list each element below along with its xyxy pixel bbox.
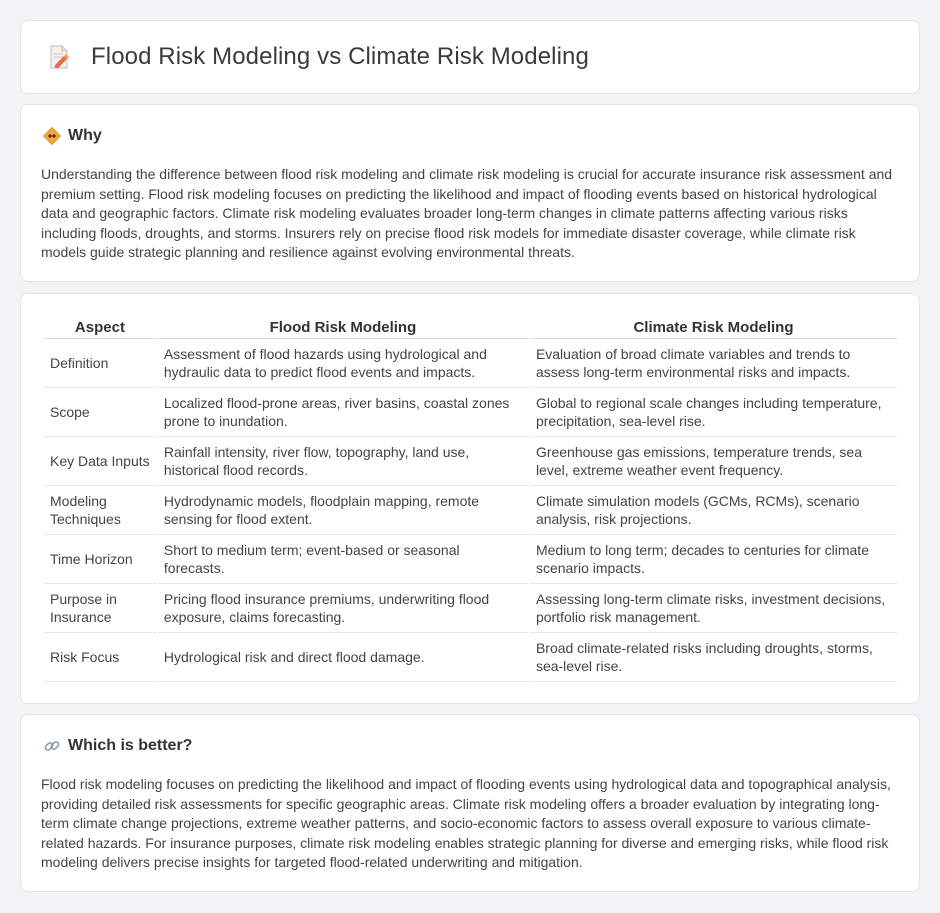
flood-cell: Hydrological risk and direct flood damage.	[158, 633, 528, 682]
diamond-sign-icon	[43, 127, 61, 145]
climate-cell: Greenhouse gas emissions, temperature trends, sea level, extreme weather event frequency.	[530, 437, 897, 486]
climate-cell: Assessing long-term climate risks, investment decisions, portfolio risk management.	[530, 584, 897, 633]
climate-cell: Evaluation of broad climate variables and trends to assess long-term environmental risks and impacts.	[530, 339, 897, 388]
table-row	[44, 388, 897, 437]
header-card	[20, 20, 920, 94]
flood-cell: Localized flood-prone areas, river basins, coastal zones prone to inundation.	[158, 388, 528, 437]
aspect-cell: Risk Focus	[44, 633, 156, 682]
climate-cell: Medium to long term; decades to centuries for climate scenario impacts.	[530, 535, 897, 584]
flood-cell: Rainfall intensity, river flow, topography, land use, historical flood records.	[158, 437, 528, 486]
why-text: Understanding the difference between flood risk modeling and climate risk modeling is crucial for accurate insurance risk assessment and premium setting. Flood risk modeling focuses on predicting the likelihood and impact of flooding events based on historical hydrological data and geographic factors. Climate risk modeling evaluates broader long-term changes in climate patterns affecting various risks including floods, droughts, and storms. Insurers rely on precise flood risk models for immediate disaster coverage, while climate risk models guide strategic planning and resilience against evolving environmental threats.	[41, 166, 893, 261]
table-row	[44, 584, 897, 633]
comparison-table	[42, 316, 899, 682]
aspect-cell: Key Data Inputs	[44, 437, 156, 486]
aspect-cell: Definition	[44, 339, 156, 388]
table-row	[44, 633, 897, 682]
climate-cell: Broad climate-related risks including droughts, storms, sea-level rise.	[530, 633, 897, 682]
flood-cell: Hydrodynamic models, floodplain mapping, remote sensing for flood extent.	[158, 486, 528, 535]
page-title: Flood Risk Modeling vs Climate Risk Modeling	[91, 43, 589, 70]
document-pencil-icon	[45, 43, 73, 71]
flood-cell: Pricing flood insurance premiums, underwriting flood exposure, claims forecasting.	[158, 584, 528, 633]
column-header-flood: Flood Risk Modeling	[158, 316, 528, 339]
table-row	[44, 535, 897, 584]
table-row	[44, 486, 897, 535]
better-text: Flood risk modeling focuses on predicting the likelihood and impact of flooding events using hydrological data and topographical analysis, providing detailed risk assessments for specific geographic areas. Climate risk modeling offers a broader evaluation by integrating long-term climate change projections, extreme weather patterns, and socio-economic factors to assess overall exposure to various climate-related hazards. For insurance purposes, climate risk modeling enables strategic planning for diverse and emerging risks, while flood risk modeling delivers precise insights for targeted flood-related underwriting and mitigation.	[41, 776, 891, 871]
why-section	[20, 104, 920, 282]
link-icon	[43, 737, 61, 755]
climate-cell: Global to regional scale changes including temperature, precipitation, sea-level rise.	[530, 388, 897, 437]
flood-cell: Assessment of flood hazards using hydrological and hydraulic data to predict flood events and impacts.	[158, 339, 528, 388]
table-row	[44, 437, 897, 486]
table-row	[44, 339, 897, 388]
better-heading	[43, 737, 192, 755]
title-row	[45, 43, 589, 71]
column-header-climate: Climate Risk Modeling	[530, 316, 897, 339]
better-title: Which is better?	[68, 737, 193, 754]
table-header-row	[44, 316, 897, 339]
flood-cell: Short to medium term; event-based or seasonal forecasts.	[158, 535, 528, 584]
climate-cell: Climate simulation models (GCMs, RCMs), scenario analysis, risk projections.	[530, 486, 897, 535]
aspect-cell: Modeling Techniques	[44, 486, 156, 535]
aspect-cell: Scope	[44, 388, 156, 437]
why-heading	[43, 127, 102, 145]
column-header-aspect: Aspect	[44, 316, 156, 339]
better-section	[20, 714, 920, 892]
aspect-cell: Purpose in Insurance	[44, 584, 156, 633]
comparison-section	[20, 293, 920, 704]
why-title: Why	[68, 127, 102, 144]
aspect-cell: Time Horizon	[44, 535, 156, 584]
